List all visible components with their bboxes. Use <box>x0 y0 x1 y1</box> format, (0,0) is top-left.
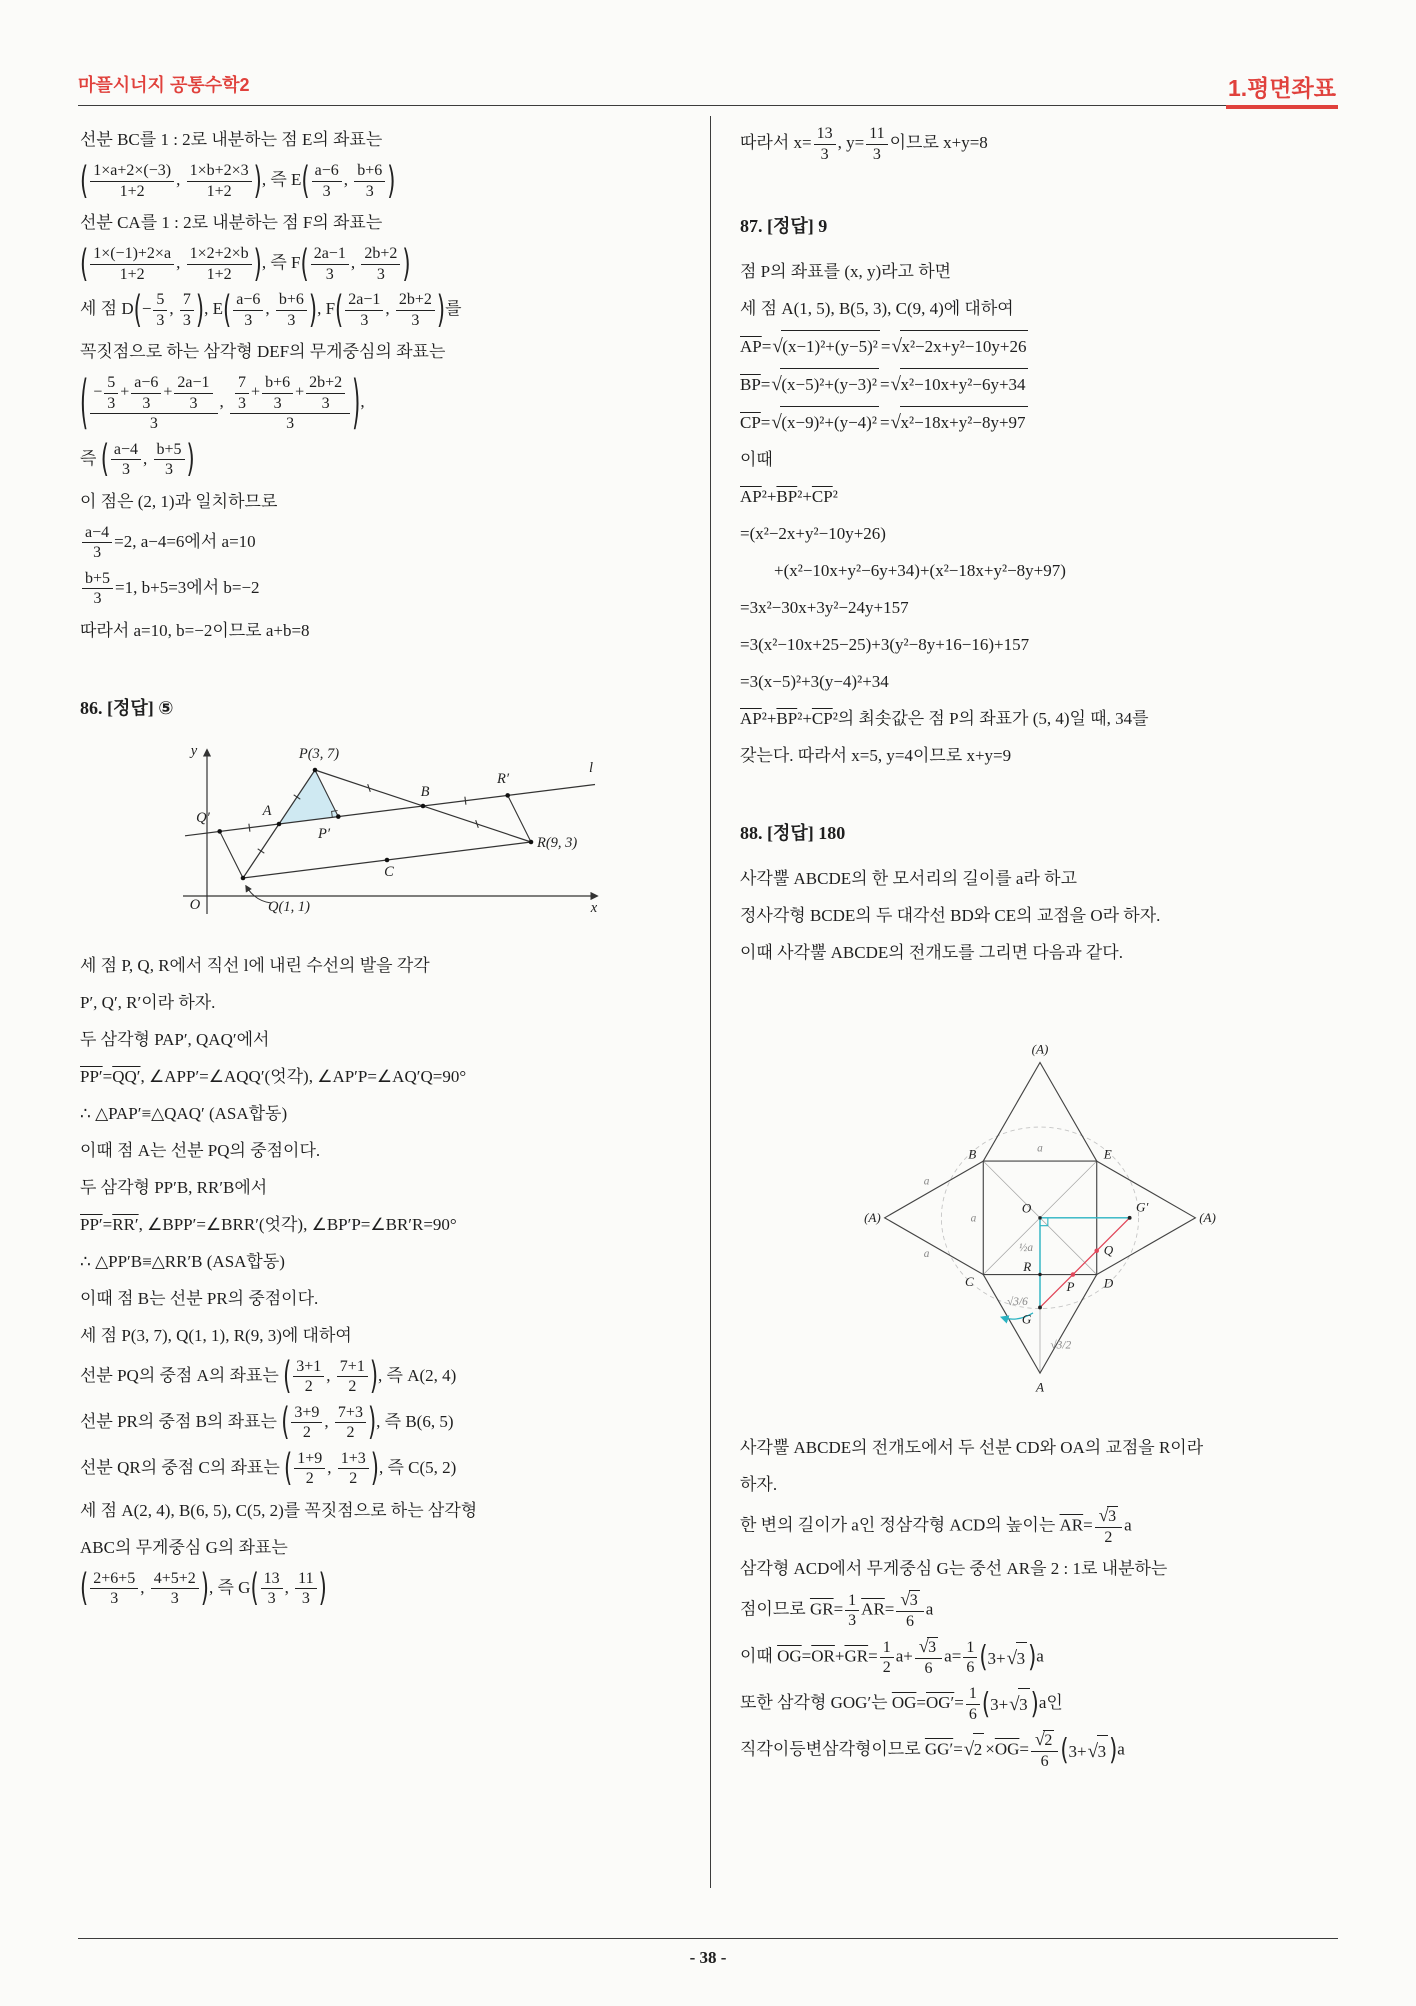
text-line: 세 점 P(3, 7), Q(1, 1), R(9, 3)에 대하여 <box>80 1325 352 1345</box>
text-line: 한 변의 길이가 a인 정삼각형 ACD의 높이는 $\overline{AR}=$ √ 3 2 a <box>740 1505 1132 1546</box>
label-edge-a-top: a <box>1037 1142 1043 1155</box>
label-apex-bottom: A <box>1036 1379 1044 1395</box>
point-dots <box>217 767 533 880</box>
text-line: 세 점 P, Q, R에서 직선 l에 내린 수선의 발을 각각 <box>80 955 430 975</box>
label-Q-prime: Q′ <box>196 809 210 826</box>
text-line: ABC의 무게중심 G의 좌표는 <box>80 1537 288 1557</box>
text-line: 세 점 A(1, 5), B(5, 3), C(9, 4)에 대하여 <box>740 299 1014 319</box>
solution-85-lines <box>80 124 694 646</box>
label-sqrt3-over-2: √3/2 <box>1050 1339 1072 1352</box>
problem-87-heading: 87. [정답] 9 <box>740 216 828 237</box>
text-line: 꼭짓점으로 하는 삼각형 DEF의 무게중심의 좌표는 <box>80 342 446 362</box>
label-y-axis: y <box>190 742 198 759</box>
text-line: 이때 사각뿔 ABCDE의 전개도를 그리면 다음과 같다. <box>740 943 1123 963</box>
book-title: 마플시너지 공통수학2 <box>78 75 250 95</box>
page-number: - 38 - <box>689 1948 727 1967</box>
column-divider <box>710 116 711 1888</box>
left-column <box>80 124 694 1615</box>
text-line: 사각뿔 ABCDE의 전개도에서 두 선분 CD와 OA의 교점을 R이라 <box>740 1438 1204 1458</box>
label-P: P <box>1066 1279 1075 1295</box>
line-l <box>185 784 595 835</box>
text-line: P′, Q′, R′이라 하자. <box>80 992 216 1012</box>
text-line: $\frac{a-4}{3}$ =2, a−4=6에서 a=10 <box>80 523 694 563</box>
text-line: 사각뿔 ABCDE의 한 모서리의 길이를 a라 하고 <box>740 869 1077 889</box>
figure-88-net <box>848 982 1232 1410</box>
solution-88-intro <box>740 863 1340 968</box>
label-edge-a-side: a <box>970 1212 977 1225</box>
text-line: ( $\frac{2+6+5}{3}$ , $\frac{4+5+2}{3}$ ) , 즉 G ( $\frac{13}{3}$ , $\frac{11}{3}$ ) <box>80 1566 327 1610</box>
label-O: O <box>1021 1200 1032 1216</box>
text-line: 두 삼각형 PAP′, QAQ′에서 <box>80 1029 270 1049</box>
text-line: 선분 CA를 1 : 2로 내분하는 점 F의 좌표는 <box>80 213 383 233</box>
label-half-a: ½a <box>1018 1242 1034 1255</box>
figure-86-coordinate-plane <box>167 738 607 928</box>
label-R: R(9, 3) <box>537 834 578 851</box>
text-line: 선분 QR의 중점 C의 좌표는 ( $\frac{1+9}{2}$ , $\frac{1+3}{2}$ ) , 즉 C(5, 2) <box>80 1446 457 1490</box>
label-apex-top: (A) <box>1031 1041 1049 1057</box>
text-line: 세 점 D ( − $\frac{5}{3}$ , $\frac{7}{3}$ ) , E ( $\frac{a-6}{3}$ , $\frac{b+6}{3}$ ) , F ( $\frac{2a-1}{3}$ , $\frac{2b+2}{3}$ ) 를 <box>80 288 462 331</box>
text-line: $\frac{b+5}{3}$ =1, b+5=3에서 b=−2 <box>80 569 694 609</box>
label-x-axis: x <box>590 899 598 916</box>
text-line: 선분 PQ의 중점 A의 좌표는 ( $\frac{3+1}{2}$ , $\frac{7+1}{2}$ ) , 즉 A(2, 4) <box>80 1354 457 1397</box>
text-line: 즉 ( $\frac{a-4}{3}$ , $\frac{b+5}{3}$ ) <box>80 437 195 480</box>
text-line: $\overline{AP}^2+\overline{BP}^2+\overline{CP}^2$ <box>740 487 838 507</box>
label-R-prime: R′ <box>496 770 510 787</box>
text-line: 점이므로 $\overline{GR}=$ $\frac{1}{3}$ $\overline{AR}=$ √ 3 6 a <box>740 1589 934 1630</box>
label-P-prime: P′ <box>317 825 331 842</box>
label-sqrt3-over-6: √3/6 <box>1007 1296 1028 1309</box>
text-line: 직각이등변삼각형이므로 GG′= √ 2 $\times\overline{OG}=$ √ 2 6 ( 3+ √ 3 ) a <box>740 1729 1125 1770</box>
text-line: 정사각형 BCDE의 두 대각선 BD와 CE의 교점을 O라 하자. <box>740 906 1161 926</box>
solution-86-conclusion <box>740 124 1340 164</box>
label-Q: Q <box>1103 1242 1114 1258</box>
label-apex-left: (A) <box>864 1210 881 1226</box>
solution-88-lines <box>740 1432 1340 1771</box>
text-line: 이때 점 A는 선분 PQ의 중점이다. <box>80 1140 321 1160</box>
text-line: 이때 점 B는 선분 PR의 중점이다. <box>80 1288 319 1308</box>
label-B: B <box>420 783 430 800</box>
text-line: ( $\frac{1\times a+2\times(-3)}{1+2}$ , $\frac{1\times b+2\times 3}{1+2}$ ) , 즉 E ( $\frac{a-6}{3}$ , $\frac{b+6}{3}$ ) <box>80 159 396 202</box>
text-line: 세 점 A(2, 4), B(6, 5), C(5, 2)를 꼭짓점으로 하는 삼각형 <box>80 1500 478 1520</box>
problem-88-heading: 88. [정답] 180 <box>740 823 846 844</box>
shaded-triangle-PAP <box>279 770 338 824</box>
label-Q: Q(1, 1) <box>268 898 310 915</box>
text-line: ∴ △PP′B≡△RR′B (ASA합동) <box>80 1251 285 1271</box>
label-edge-a-lower-left: a <box>923 1248 930 1261</box>
axes <box>183 750 597 914</box>
text-line: 따라서 x= $\frac{13}{3}$ , y= $\frac{11}{3}$ 이므로 x+y=8 <box>740 125 988 163</box>
text-line: 이때 <box>740 450 773 470</box>
text-line: ( − $\frac{5}{3}$ + $\frac{a-6}{3}$ + $\frac{2a-1}{3}$ 3 , $\frac{7}{3}$ + $\frac{b+6}{3}$ + $\frac{2b+2}{3}$ 3 ) , <box>80 369 365 435</box>
label-C: C <box>384 863 394 880</box>
text-line: 하자. <box>740 1475 778 1495</box>
label-B: B <box>968 1146 977 1162</box>
label-apex-right: (A) <box>1199 1210 1216 1226</box>
problem-86-heading: 86. [정답] ⑤ <box>80 697 174 718</box>
label-D: D <box>1103 1275 1114 1291</box>
label-A: A <box>262 802 272 819</box>
text-line: =3x²−30x+3y²−24y+157 <box>740 598 909 618</box>
text-line: $\overline{CP}=$ √ (x−9)²+(y−4)² = √ x²−18x+y²−8y+97 <box>740 406 1340 438</box>
right-column <box>740 124 1340 1777</box>
text-line: 이때 $\overline{OG}=\overline{OR}+\overline{GR}=$ $\frac{1}{2}$ a+ √ 3 6 a= $\frac{1}{6}$ ( 3+ √ 3 ) a <box>740 1636 1044 1677</box>
text-line: 선분 PR의 중점 B의 좌표는 ( $\frac{3+9}{2}$ , $\frac{7+3}{2}$ ) , 즉 B(6, 5) <box>80 1400 454 1444</box>
header <box>78 70 1338 106</box>
measure-labels <box>924 1143 1072 1352</box>
text-line: =3(x−5)²+3(y−4)²+34 <box>740 672 889 692</box>
solution-86-lines <box>80 950 694 1609</box>
text-line: 이 점은 (2, 1)과 일치하므로 <box>80 491 278 511</box>
label-R: R <box>1023 1259 1032 1275</box>
label-G: G <box>1021 1311 1032 1327</box>
text-line: 또한 삼각형 GOG′는 $\overline{OG}=OG'=$ $\frac{1}{6}$ ( 3+ √ 3 ) a인 <box>740 1685 1063 1723</box>
text-line: 갖는다. 따라서 x=5, y=4이므로 x+y=9 <box>740 746 1012 766</box>
label-E: E <box>1103 1146 1112 1162</box>
text-line: PP′=RR′, ∠BPP′=∠BRR′(엇각), ∠BP′P=∠BR′R=90° <box>80 1214 457 1234</box>
label-P: P(3, 7) <box>298 745 340 762</box>
text-line: =3(x²−10x+25−25)+3(y²−8y+16−16)+157 <box>740 635 1030 655</box>
chapter-title: 1.평면좌표 <box>1226 76 1338 109</box>
text-line: =(x²−2x+y²−10y+26) <box>740 524 886 544</box>
footer-rule <box>78 1938 1338 1939</box>
text-line: $\overline{AP}=$ √ (x−1)²+(y−5)² = √ x²−2x+y²−10y+26 <box>740 330 1340 362</box>
text-line: PP′=QQ′, ∠APP′=∠AQQ′(엇각), ∠AP′P=∠AQ′Q=90° <box>80 1066 467 1086</box>
label-C: C <box>964 1273 974 1289</box>
label-line-l: l <box>588 759 594 776</box>
text-line: $\overline{BP}=$ √ (x−5)²+(y−3)² = √ x²−10x+y²−6y+34 <box>740 368 1340 400</box>
text-line: +(x²−10x+y²−6y+34)+(x²−18x+y²−8y+97) <box>740 561 1066 581</box>
text-line: 점 P의 좌표를 (x, y)라고 하면 <box>740 262 952 282</box>
label-origin: O <box>189 896 201 913</box>
text-line: 선분 BC를 1 : 2로 내분하는 점 E의 좌표는 <box>80 130 383 149</box>
label-edge-a-upper-left: a <box>923 1175 930 1188</box>
text-line: ( $\frac{1\times(-1)+2\times a}{1+2}$ , $\frac{1\times 2+2\times b}{1+2}$ ) , 즉 F ( $\frac{2a-1}{3}$ , $\frac{2b+2}{3}$ ) <box>80 242 411 285</box>
text-line: 따라서 a=10, b=−2이므로 a+b=8 <box>80 620 310 640</box>
text-line: 두 삼각형 PP′B, RR′B에서 <box>80 1177 268 1197</box>
text-line: ∴ △PAP′≡△QAQ′ (ASA합동) <box>80 1103 288 1123</box>
label-G-prime: G′ <box>1136 1199 1149 1215</box>
text-line: 삼각형 ACD에서 무게중심 G는 중선 AR을 2 : 1로 내분하는 <box>740 1559 1168 1579</box>
text-line: $\overline{AP}^2+\overline{BP}^2+\overline{CP}^2$의 최솟값은 점 P의 좌표가 (5, 4)일 때, 34를 <box>740 709 1149 729</box>
solution-87-lines <box>740 256 1340 771</box>
